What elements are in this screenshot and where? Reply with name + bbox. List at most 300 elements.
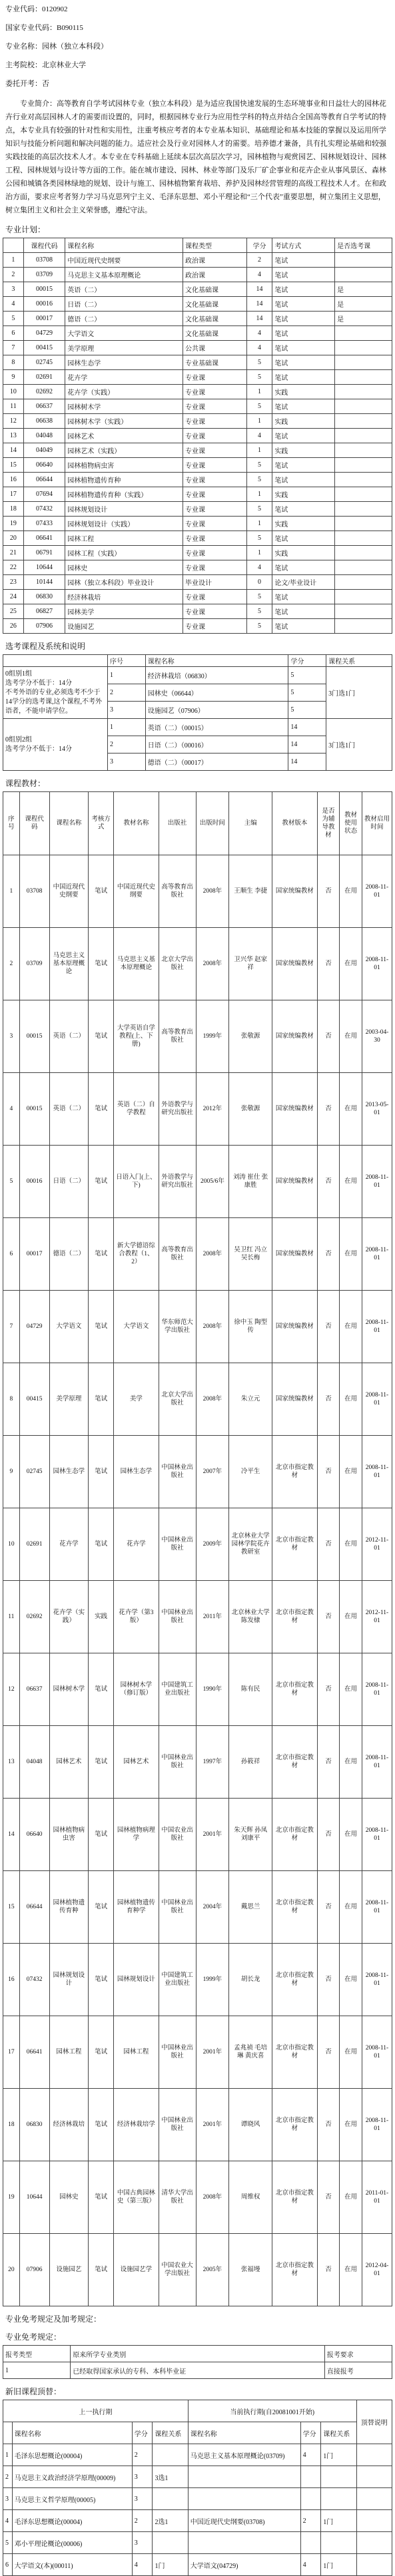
plan-cell: 25 — [3, 604, 24, 619]
plan-cell: 07432 — [23, 502, 65, 517]
books-cell: 中国林业出版社 — [159, 1871, 196, 1944]
plan-cell: 10644 — [23, 560, 65, 575]
replace-sub-cell: 课程名称 — [188, 2422, 300, 2444]
books-cell: 1999年 — [196, 1944, 228, 2016]
table-row — [3, 443, 392, 458]
books-cell: 笔试 — [89, 2016, 114, 2089]
books-cell: 张敬源 — [229, 1073, 272, 1146]
plan-cell: 12 — [3, 414, 24, 429]
plan-cell: 4 — [246, 341, 272, 355]
books-header-cell: 主编 — [229, 792, 272, 855]
books-cell: 06641 — [19, 2016, 49, 2089]
table-row — [3, 546, 392, 560]
books-cell: 2008-11-01 — [362, 2016, 392, 2089]
table-row — [3, 531, 392, 546]
elective-credit: 14 — [288, 736, 326, 753]
plan-cell: 专业课 — [183, 619, 246, 634]
replace-cell — [188, 2466, 300, 2488]
plan-header-cell: 课程代码 — [23, 238, 65, 253]
plan-cell: 5 — [246, 458, 272, 473]
table-row — [3, 1508, 392, 1581]
books-cell: 花卉学 — [49, 1508, 88, 1581]
plan-cell: 园林规划设计 — [65, 502, 183, 517]
elective-idx: 1 — [108, 719, 146, 736]
books-cell: 否 — [317, 1508, 340, 1581]
books-cell: 朱天辉 孙凤 刘康平 — [229, 1799, 272, 1871]
plan-cell: 德语（二） — [65, 312, 183, 326]
books-cell: 国家统编教材 — [272, 855, 317, 928]
table-row — [3, 2532, 392, 2554]
plan-cell: 1 — [3, 253, 24, 268]
books-cell: 园林生态学 — [114, 1436, 159, 1508]
plan-cell — [335, 604, 392, 619]
elective-course: 日语（二）（00016） — [145, 736, 288, 753]
table-row — [3, 604, 392, 619]
plan-cell — [335, 487, 392, 502]
plan-cell: 4 — [246, 560, 272, 575]
plan-cell: 5 — [246, 604, 272, 619]
elective-course: 德语（二）（00017） — [145, 753, 288, 771]
plan-cell: 22 — [3, 560, 24, 575]
books-cell: 中国林业出版社 — [159, 1726, 196, 1799]
table-row — [3, 385, 392, 399]
books-cell: 笔试 — [89, 1291, 114, 1363]
plan-cell: 03709 — [23, 268, 65, 282]
books-cell: 日语入门(上、下) — [114, 1146, 159, 1218]
national-major-code: 国家专业代码：B090115 — [5, 24, 83, 32]
books-cell: 2008-11-01 — [362, 855, 392, 928]
books-cell: 06644 — [19, 1871, 49, 1944]
table-row — [3, 312, 392, 326]
books-cell: 14 — [3, 1799, 20, 1871]
plan-cell: 07433 — [23, 517, 65, 531]
plan-cell: 8 — [3, 355, 24, 370]
plan-cell: 5 — [246, 370, 272, 385]
books-cell: 2011-01-01 — [362, 2161, 392, 2234]
books-cell: 00016 — [19, 1146, 49, 1218]
plan-cell: 园林树木学（实践） — [65, 414, 183, 429]
plan-cell: 06830 — [23, 590, 65, 604]
books-cell: 1999年 — [196, 1000, 228, 1073]
books-cell: 在用 — [340, 2234, 362, 2306]
books-cell: 2003-04-30 — [362, 1000, 392, 1073]
books-cell: 国家统编教材 — [272, 1218, 317, 1291]
plan-cell: 园林生态学 — [65, 355, 183, 370]
table-row — [3, 1218, 392, 1291]
plan-cell: 15 — [3, 458, 24, 473]
plan-cell — [335, 590, 392, 604]
books-cell: 否 — [317, 1363, 340, 1436]
plan-cell: 笔试 — [272, 297, 335, 312]
plan-cell — [335, 399, 392, 414]
books-cell: 否 — [317, 1146, 340, 1218]
books-cell: 外语教学与研究出版社 — [159, 1073, 196, 1146]
elective-idx: 3 — [108, 702, 146, 719]
books-cell: 7 — [3, 1291, 20, 1363]
plan-cell: 11 — [3, 399, 24, 414]
books-title: 课程教材： — [5, 779, 46, 788]
plan-cell: 笔试 — [272, 619, 335, 634]
exempt-header-cell: 原来所学专业类别 — [71, 2346, 324, 2362]
replace-cell: 4 — [3, 2510, 13, 2532]
books-cell: 在用 — [340, 1073, 362, 1146]
elective-credit: 5 — [288, 702, 326, 719]
plan-cell — [335, 355, 392, 370]
books-cell: 徐中玉 陶型传 — [229, 1291, 272, 1363]
elective-header-cell: 学分 — [288, 655, 326, 667]
table-row — [3, 1363, 392, 1436]
books-cell: 中国建筑工业出版社 — [159, 1944, 196, 2016]
plan-cell: 笔试 — [272, 253, 335, 268]
plan-cell — [335, 326, 392, 341]
books-cell: 张福墁 — [229, 2234, 272, 2306]
elective-credit: 14 — [288, 719, 326, 736]
books-cell: 园林史 — [49, 2161, 88, 2234]
plan-cell: 06638 — [23, 414, 65, 429]
books-cell: 园林工程 — [114, 2016, 159, 2089]
replace-sub-cell: 学分 — [132, 2422, 153, 2444]
replace-cell — [300, 2532, 321, 2554]
books-cell: 经济林栽培 — [49, 2089, 88, 2161]
table-row — [3, 1146, 392, 1218]
plan-cell — [335, 385, 392, 399]
plan-table — [3, 238, 392, 634]
table-row — [3, 560, 392, 575]
books-cell: 园林植物病理学 — [114, 1799, 159, 1871]
plan-cell: 实践 — [272, 517, 335, 531]
plan-cell: 笔试 — [272, 312, 335, 326]
books-cell: 19 — [3, 2161, 20, 2234]
books-cell: 孟兆祯 毛培琳 黄庆喜 — [229, 2016, 272, 2089]
plan-cell: 07906 — [23, 619, 65, 634]
books-cell: 在用 — [340, 928, 362, 1000]
elective-idx: 3 — [108, 753, 146, 771]
plan-cell: 1 — [246, 414, 272, 429]
books-cell: 在用 — [340, 1363, 362, 1436]
books-cell: 2008-11-01 — [362, 1363, 392, 1436]
plan-cell: 是 — [335, 312, 392, 326]
books-cell: 北京市指定教材 — [272, 1436, 317, 1508]
plan-cell: 1 — [246, 385, 272, 399]
books-header-cell: 序号 — [3, 792, 20, 855]
table-row — [3, 1073, 392, 1146]
plan-cell: 18 — [3, 502, 24, 517]
books-cell: 07906 — [19, 2234, 49, 2306]
books-cell: 2008-11-01 — [362, 2089, 392, 2161]
plan-cell: 文化基础课 — [183, 297, 246, 312]
table-row — [3, 575, 392, 590]
replace-new-header: 当前执行期(自20081001开始) — [188, 2400, 356, 2422]
elective-credit: 5 — [288, 684, 326, 702]
books-cell: 日语（二） — [49, 1146, 88, 1218]
plan-cell: 20 — [3, 531, 24, 546]
books-cell: 北京市指定教材 — [272, 1944, 317, 2016]
books-cell: 笔试 — [89, 1944, 114, 2016]
books-header-cell: 考核方式 — [89, 792, 114, 855]
plan-header-cell — [3, 238, 24, 253]
plan-cell: 笔试 — [272, 590, 335, 604]
table-row — [3, 355, 392, 370]
plan-header-cell: 学分 — [246, 238, 272, 253]
books-header-cell: 课程名称 — [49, 792, 88, 855]
plan-cell: 专业课 — [183, 560, 246, 575]
books-cell: 园林树木学 — [49, 1653, 88, 1726]
plan-cell: 园林（独立本科段）毕业设计 — [65, 575, 183, 590]
plan-cell: 大学语文 — [65, 326, 183, 341]
books-cell: 设施园艺学 — [114, 2234, 159, 2306]
table-row — [3, 2362, 392, 2379]
replace-cell: 6 — [3, 2554, 13, 2576]
plan-cell: 设施园艺 — [65, 619, 183, 634]
books-cell: 13 — [3, 1726, 20, 1799]
plan-cell: 中国近现代史纲要 — [65, 253, 183, 268]
books-cell: 2011年 — [196, 1581, 228, 1653]
books-cell: 在用 — [340, 1799, 362, 1871]
plan-cell: 0 — [246, 575, 272, 590]
replace-note-cell — [356, 2554, 392, 2576]
books-cell: 北京市指定教材 — [272, 1653, 317, 1726]
books-header-cell: 教材版本 — [272, 792, 317, 855]
books-cell: 在用 — [340, 1436, 362, 1508]
books-cell: 2008-11-01 — [362, 1799, 392, 1871]
plan-cell: 1 — [246, 546, 272, 560]
books-cell: 07432 — [19, 1944, 49, 2016]
books-cell: 03708 — [19, 855, 49, 928]
books-cell: 英语（二）自学教程 — [114, 1073, 159, 1146]
plan-cell: 文化基础课 — [183, 326, 246, 341]
books-cell: 2008年 — [196, 1291, 228, 1363]
books-cell: 笔试 — [89, 1146, 114, 1218]
plan-cell — [335, 619, 392, 634]
plan-header-cell: 是否选考课 — [335, 238, 392, 253]
books-cell: 2008-11-01 — [362, 1726, 392, 1799]
books-cell: 02691 — [19, 1508, 49, 1581]
books-cell: 在用 — [340, 1581, 362, 1653]
books-cell: 张敬源 — [229, 1000, 272, 1073]
table-row — [3, 2554, 392, 2576]
books-cell: 2008-11-01 — [362, 1871, 392, 1944]
table-row — [3, 1581, 392, 1653]
plan-cell: 10144 — [23, 575, 65, 590]
books-cell: 06637 — [19, 1653, 49, 1726]
books-cell: 北京市指定教材 — [272, 1581, 317, 1653]
plan-cell — [335, 429, 392, 443]
replace-cell: 1门 — [321, 2510, 356, 2532]
plan-cell: 笔试 — [272, 473, 335, 487]
books-cell: 大学语文 — [114, 1291, 159, 1363]
books-cell: 中国古典园林史（第三版） — [114, 2161, 159, 2234]
books-cell: 笔试 — [89, 1508, 114, 1581]
commissioned: 委托开考：否 — [5, 80, 49, 88]
table-row — [3, 928, 392, 1000]
books-cell: 华东师范大学出版社 — [159, 1291, 196, 1363]
elective-relation: 3门选1门 — [326, 667, 392, 719]
books-cell: 高等教育出版社 — [159, 1000, 196, 1073]
table-row — [3, 2488, 392, 2510]
books-cell: 陈有民 — [229, 1653, 272, 1726]
plan-cell: 7 — [3, 341, 24, 355]
books-cell: 朱立元 — [229, 1363, 272, 1436]
replace-cell: 2选1 — [153, 2510, 188, 2532]
replace-cell — [153, 2444, 188, 2466]
plan-cell: 园林艺术（实践） — [65, 443, 183, 458]
books-header-cell: 课程代码 — [19, 792, 49, 855]
plan-cell: 专业基础课 — [183, 355, 246, 370]
table-row — [3, 2510, 392, 2532]
plan-cell: 园林艺术 — [65, 429, 183, 443]
plan-cell: 5 — [246, 473, 272, 487]
books-cell: 否 — [317, 1000, 340, 1073]
books-cell: 新大学德语综合教程（1、2） — [114, 1218, 159, 1291]
books-cell: 国家统编教材 — [272, 1073, 317, 1146]
plan-cell: 4 — [246, 326, 272, 341]
table-row — [3, 429, 392, 443]
plan-cell: 24 — [3, 590, 24, 604]
plan-cell: 公共课 — [183, 341, 246, 355]
books-cell: 在用 — [340, 1508, 362, 1581]
books-cell: 5 — [3, 1146, 20, 1218]
books-cell: 美学 — [114, 1363, 159, 1436]
books-cell: 2 — [3, 928, 20, 1000]
plan-cell — [335, 253, 392, 268]
books-cell: 马克思主义基本原理概论 — [49, 928, 88, 1000]
books-cell: 18 — [3, 2089, 20, 2161]
books-cell: 中国林业出版社 — [159, 2089, 196, 2161]
elective-group-note: 0组别1组 选考学分不低于：14分 不考外语的专业,必须选考不少于14学分的选考课,这个课程,不考外语者，不能申请学位。 — [3, 667, 108, 719]
books-cell: 戴思兰 — [229, 1871, 272, 1944]
plan-cell: 文化基础课 — [183, 312, 246, 326]
plan-cell: 14 — [246, 282, 272, 297]
books-cell: 2001年 — [196, 2016, 228, 2089]
replace-cell: 马克思主义政治经济学原理(00009) — [12, 2466, 132, 2488]
books-cell: 在用 — [340, 2016, 362, 2089]
books-cell: 否 — [317, 1436, 340, 1508]
books-cell: 园林艺术 — [114, 1726, 159, 1799]
plan-cell: 1 — [246, 487, 272, 502]
table-row — [3, 2234, 392, 2306]
books-table — [3, 791, 392, 2306]
books-cell: 园林植物遗传育种 — [49, 1871, 88, 1944]
books-cell: 北京林业大学 陈发棣 — [229, 1581, 272, 1653]
plan-cell: 2 — [3, 268, 24, 282]
books-cell: 国家统编教材 — [272, 1363, 317, 1436]
plan-cell: 06641 — [23, 531, 65, 546]
books-header-cell: 是否为辅导教材 — [317, 792, 340, 855]
plan-cell: 00015 — [23, 282, 65, 297]
books-cell: 2005年 — [196, 2234, 228, 2306]
plan-cell: 园林植物病虫害 — [65, 458, 183, 473]
plan-cell: 花卉学 — [65, 370, 183, 385]
plan-cell: 专业课 — [183, 385, 246, 399]
books-cell: 2007年 — [196, 1436, 228, 1508]
plan-cell — [335, 458, 392, 473]
plan-cell: 专业课 — [183, 458, 246, 473]
books-cell: 12 — [3, 1653, 20, 1726]
replace-title: 新旧课程顶替： — [5, 2387, 62, 2396]
books-cell: 国家统编教材 — [272, 1291, 317, 1363]
books-cell: 园林植物病虫害 — [49, 1799, 88, 1871]
books-cell: 2008年 — [196, 1363, 228, 1436]
books-cell: 9 — [3, 1436, 20, 1508]
plan-cell: 论文/毕业设计 — [272, 575, 335, 590]
plan-cell: 实践 — [272, 487, 335, 502]
books-cell: 笔试 — [89, 1799, 114, 1871]
books-cell: 2005/6年 — [196, 1146, 228, 1218]
plan-cell: 文化基础课 — [183, 282, 246, 297]
books-cell: 否 — [317, 1871, 340, 1944]
books-cell: 3 — [3, 1000, 20, 1073]
plan-cell — [335, 575, 392, 590]
table-row — [3, 1436, 392, 1508]
table-row — [3, 326, 392, 341]
plan-cell: 园林工程（实践） — [65, 546, 183, 560]
table-row — [3, 502, 392, 517]
books-cell: 北京大学出版社 — [159, 928, 196, 1000]
replace-cell: 2 — [132, 2510, 153, 2532]
books-cell: 笔试 — [89, 2234, 114, 2306]
plan-cell: 4 — [3, 297, 24, 312]
books-cell: 笔试 — [89, 2089, 114, 2161]
replace-cell: 1 — [3, 2444, 13, 2466]
plan-cell: 笔试 — [272, 502, 335, 517]
table-row — [3, 487, 392, 502]
books-cell: 园林植物遗传育种学 — [114, 1871, 159, 1944]
table-row — [3, 2161, 392, 2234]
plan-cell: 10 — [3, 385, 24, 399]
table-row — [3, 517, 392, 531]
replace-sub-cell: 课程名称 — [12, 2422, 132, 2444]
plan-cell: 毕业设计 — [183, 575, 246, 590]
plan-cell: 1 — [246, 443, 272, 458]
plan-cell: 5 — [3, 312, 24, 326]
books-cell: 10644 — [19, 2161, 49, 2234]
replace-cell: 大学语文(04729) — [188, 2554, 300, 2576]
table-row — [3, 2089, 392, 2161]
replace-cell: 3 — [132, 2488, 153, 2510]
books-cell: 经济林栽培学 — [114, 2089, 159, 2161]
books-cell: 15 — [3, 1871, 20, 1944]
replace-cell: 2 — [300, 2510, 321, 2532]
books-cell: 17 — [3, 2016, 20, 2089]
plan-cell: 04049 — [23, 443, 65, 458]
books-cell: 北京市指定教材 — [272, 1726, 317, 1799]
major-name: 专业名称：园林（独立本科段） — [5, 43, 108, 51]
plan-header-cell: 课程名称 — [65, 238, 183, 253]
books-cell: 在用 — [340, 1653, 362, 1726]
replace-cell — [188, 2488, 300, 2510]
plan-cell: 笔试 — [272, 458, 335, 473]
replace-sub-cell: 学分 — [300, 2422, 321, 2444]
books-cell: 谭晓风 — [229, 2089, 272, 2161]
table-row — [3, 719, 392, 736]
books-cell: 国家统编教材 — [272, 928, 317, 1000]
table-row — [3, 370, 392, 385]
plan-cell: 4 — [246, 268, 272, 282]
elective-relation: 3门选1门 — [326, 719, 392, 771]
elective-course: 经济林栽培（06830） — [145, 667, 288, 684]
books-cell: 设施园艺 — [49, 2234, 88, 2306]
books-cell: 2012-11-01 — [362, 1508, 392, 1581]
books-cell: 高等教育出版社 — [159, 1218, 196, 1291]
books-cell: 2008年 — [196, 855, 228, 928]
plan-cell: 实践 — [272, 546, 335, 560]
table-row — [3, 2444, 392, 2466]
plan-cell: 专业课 — [183, 517, 246, 531]
books-cell: 中国农业大学出版社 — [159, 2234, 196, 2306]
books-cell: 03709 — [19, 928, 49, 1000]
replace-cell — [321, 2532, 356, 2554]
plan-cell: 07694 — [23, 487, 65, 502]
